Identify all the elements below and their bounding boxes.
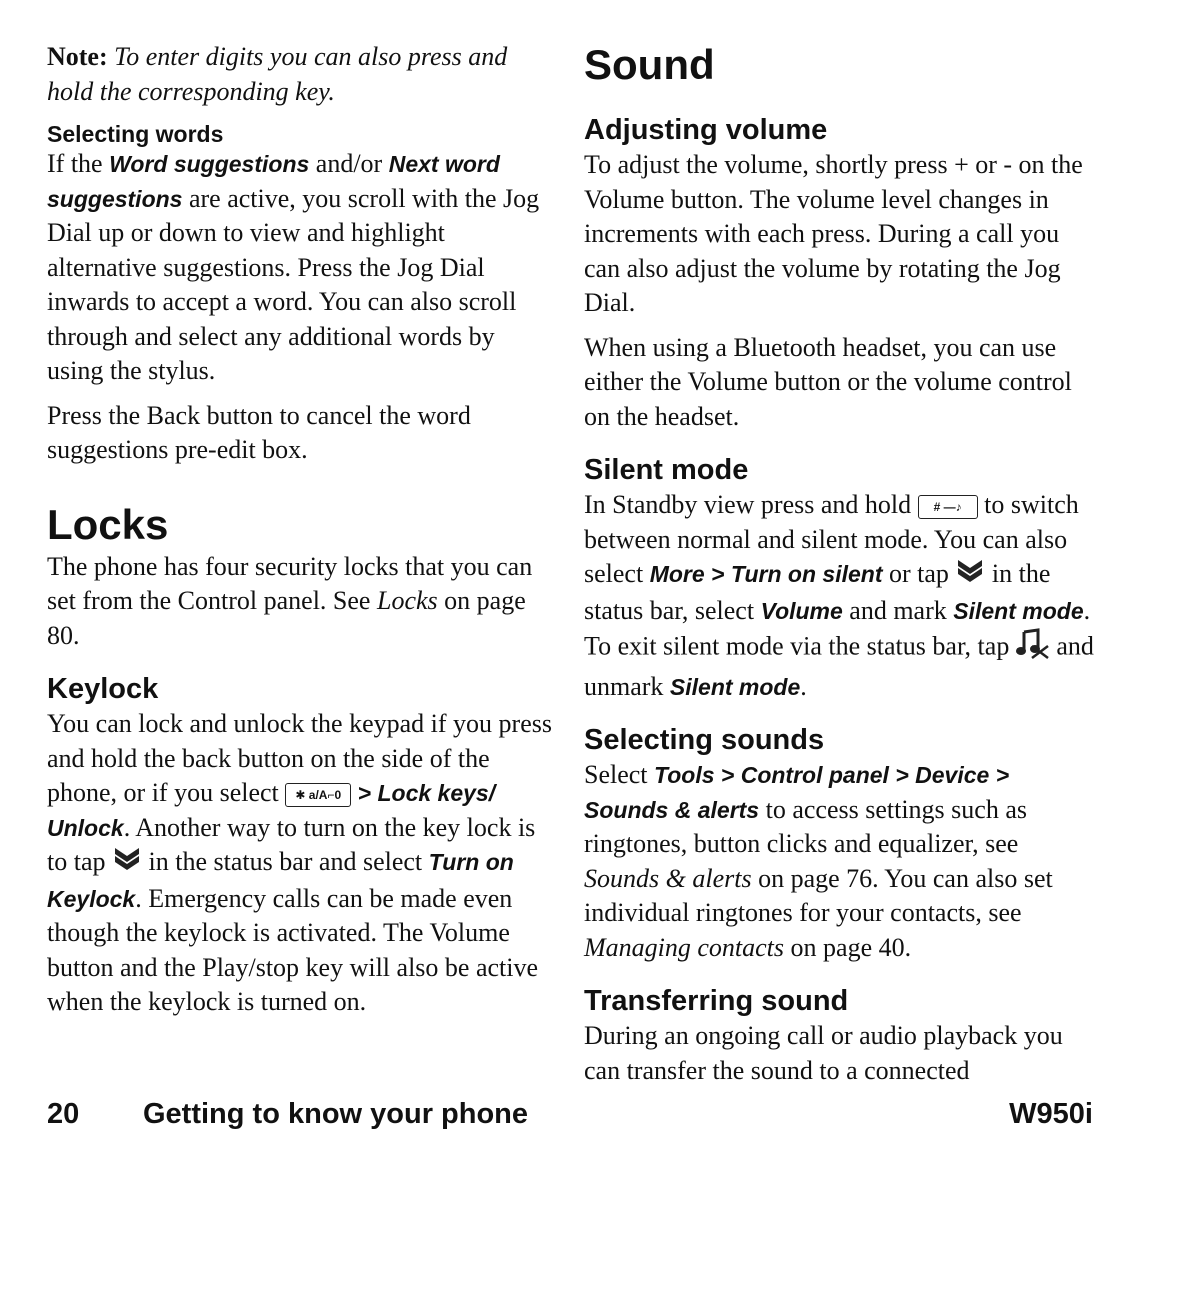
ui-word-suggestions: Word suggestions <box>109 151 310 177</box>
sound-heading: Sound <box>584 41 715 88</box>
selecting-sounds-heading: Selecting sounds <box>584 724 825 757</box>
text-run: to switch between normal and silent mode. You can also select <box>584 490 1079 588</box>
selecting-sounds-paragraph <box>584 758 1094 965</box>
silent-note-icon <box>1016 628 1050 670</box>
keylock-heading: Keylock <box>47 673 159 705</box>
note-label: Note: <box>47 42 108 71</box>
note-text: To enter digits you can also press and hold the corresponding key. <box>47 42 508 106</box>
text-run: to access settings such as ringtones, button clicks and equalizer, see <box>584 794 1027 859</box>
text-run: are active, you scroll with the Jog Dial up or down to view and highlight alternative suggestions. Press the Jog Dial inwards to accept a word. You can also scroll through and select any additional words by using the stylus. <box>47 183 540 385</box>
text-run: . Another way to turn on the key lock is to tap <box>47 812 536 876</box>
adjusting-volume-paragraph: To adjust the volume, shortly press + or - on the Volume button. The volume level changes in increments with each press. During a call you can also adjust the volume by rotating the Jog Dial. <box>584 150 1083 317</box>
text-run: on page 40. <box>784 932 912 962</box>
text-run: and/or <box>309 149 389 178</box>
text-run: . Emergency calls can be made even though the keylock is activated. The Volume button and the Play/stop key will also be active when the keylock is turned on. <box>47 883 539 1017</box>
ui-sounds-alerts-path: Tools > Control panel > Device > Sounds & alerts <box>584 762 1010 823</box>
status-chevron-icon <box>112 846 142 882</box>
silent-mode-heading: Silent mode <box>584 454 749 486</box>
sounds-alerts-ref: Sounds & alerts <box>584 863 752 893</box>
ui-silent-mode-2: Silent mode <box>669 673 801 700</box>
transferring-sound-heading: Transferring sound <box>584 985 849 1018</box>
footer-model: W950i <box>1009 1098 1093 1130</box>
text-run: In Standby view press and hold <box>584 490 918 519</box>
ui-silent-mode: Silent mode <box>953 597 1084 624</box>
text-run: and mark <box>842 595 954 625</box>
selecting-words-paragraph <box>47 147 557 389</box>
text-run: . To exit silent mode via the status bar, tap <box>584 595 1091 661</box>
keylock-paragraph <box>47 707 557 1020</box>
locks-heading: Locks <box>47 500 169 548</box>
text-run: on page 76. You can also set individual ringtones for your contacts, see <box>584 863 1053 928</box>
bluetooth-paragraph: When using a Bluetooth headset, you can use either the Volume button or the volume control on the headset. <box>584 332 1072 431</box>
hash-key-icon: # —♪ <box>918 495 978 519</box>
text-run: . <box>800 671 807 701</box>
text-run: on page 80. <box>47 586 526 650</box>
ui-turn-on-silent: More > Turn on silent <box>649 561 883 587</box>
adjusting-volume-heading: Adjusting volume <box>584 114 828 146</box>
right-column <box>584 40 1094 1098</box>
left-column <box>47 40 557 1030</box>
status-chevron-icon <box>955 558 985 594</box>
locks-paragraph <box>47 550 557 654</box>
text-run: in the status bar and select <box>142 847 429 876</box>
ui-volume: Volume <box>760 597 843 624</box>
ui-next-word-suggestions: Next word suggestions <box>47 151 500 212</box>
text-run: in the status bar, select <box>584 559 1051 625</box>
text-run: and unmark <box>584 632 1094 701</box>
silent-mode-paragraph <box>584 488 1094 704</box>
footer-page-number: 20 <box>47 1098 80 1130</box>
text-run: or tap <box>882 559 956 588</box>
locks-ref: Locks <box>376 586 438 615</box>
text-run: You can lock and unlock the keypad if you press and hold the back button on the side of the phone, or if you select <box>47 709 552 807</box>
ui-lock-keys-unlock: > Lock keys/ Unlock <box>47 780 496 841</box>
back-button-paragraph: Press the Back button to cancel the word suggestions pre-edit box. <box>47 400 471 464</box>
text-run: If the <box>47 149 110 178</box>
note-paragraph <box>47 40 557 109</box>
footer-section-title: Getting to know your phone <box>143 1098 529 1130</box>
text-run: The phone has four security locks that you can set from the Control panel. See <box>47 551 533 615</box>
star-key-icon: ✱ a/A⌐0 <box>285 783 351 807</box>
text-run: Select <box>584 760 655 790</box>
managing-contacts-ref: Managing contacts <box>584 932 785 962</box>
transferring-sound-paragraph: During an ongoing call or audio playback you can transfer the sound to a connected <box>584 1021 1063 1085</box>
selecting-words-heading: Selecting words <box>47 121 224 147</box>
ui-turn-on-keylock: Turn on Keylock <box>47 849 514 912</box>
